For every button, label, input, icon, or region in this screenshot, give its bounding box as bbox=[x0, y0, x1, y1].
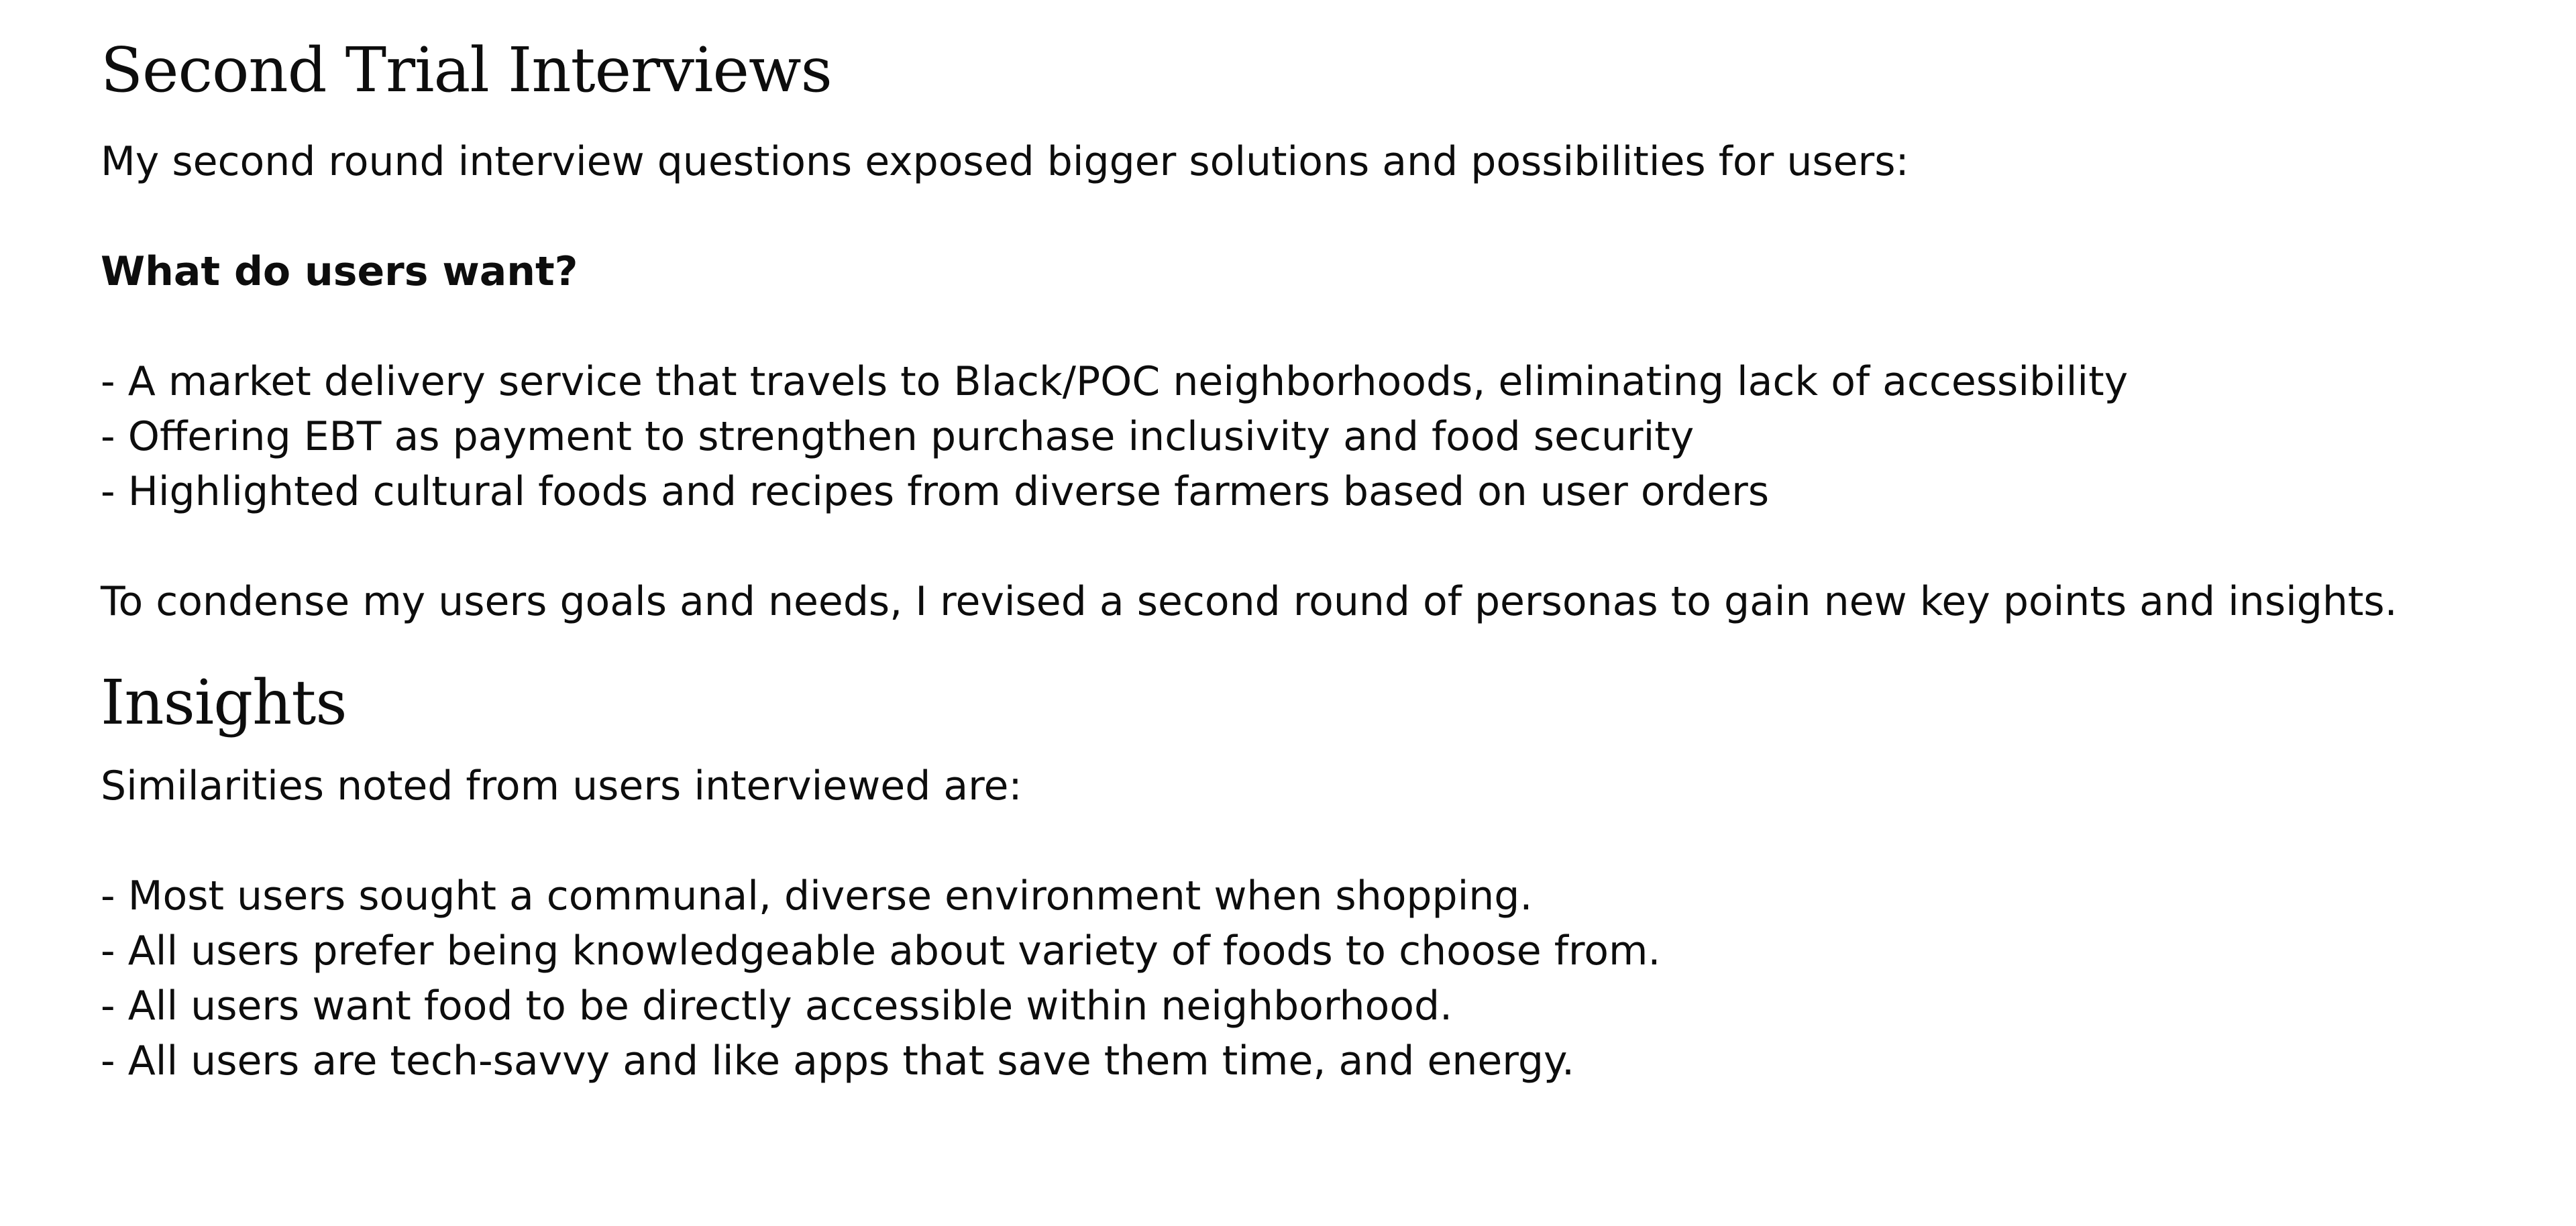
insights-intro: Similarities noted from users interviewed are: bbox=[101, 763, 1022, 810]
list-item: - All users want food to be directly accessible within neighborhood. bbox=[101, 983, 1453, 1029]
list-item: - All users are tech-savvy and like apps that save them time, and energy. bbox=[101, 1038, 1575, 1084]
insights-list bbox=[101, 869, 2489, 1089]
spacer bbox=[101, 189, 2489, 244]
list-item: - A market delivery service that travels to Black/POC neighborhoods, eliminating lack of accessibility bbox=[101, 358, 2129, 405]
list-item: - Highlighted cultural foods and recipes from diverse farmers based on user orders bbox=[101, 468, 1770, 515]
closing-paragraph: To condense my users goals and needs, I revised a second round of personas to gain new key points and insights. bbox=[101, 578, 2398, 625]
section-title-second-trial-interviews: Second Trial Interviews bbox=[101, 34, 832, 106]
spacer bbox=[101, 299, 2489, 354]
list-item: - Offering EBT as payment to strengthen purchase inclusivity and food security bbox=[101, 413, 1695, 460]
list-item: - Most users sought a communal, diverse environment when shopping. bbox=[101, 873, 1533, 920]
spacer bbox=[101, 814, 2489, 869]
spacer bbox=[101, 114, 2489, 134]
section-intro: My second round interview questions exposed bigger solutions and possibilities for users: bbox=[101, 138, 1909, 185]
wants-list bbox=[101, 354, 2489, 519]
spacer bbox=[101, 746, 2489, 759]
spacer bbox=[101, 519, 2489, 574]
document-page bbox=[101, 27, 2489, 1089]
section-title-insights: Insights bbox=[101, 667, 347, 738]
list-item: - All users prefer being knowledgeable about variety of foods to choose from. bbox=[101, 928, 1661, 974]
spacer bbox=[101, 629, 2489, 659]
subheading-what-do-users-want: What do users want? bbox=[101, 248, 578, 295]
